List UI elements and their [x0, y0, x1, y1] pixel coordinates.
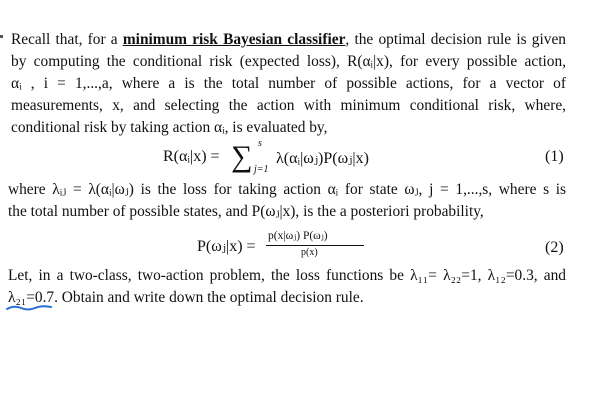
text-line-8: Let, in a two-class, two-action problem, the loss functions be λ₁₁= λ₂₂=1, λ₁₂=0.3, and: [8, 267, 566, 284]
fraction-bar: [266, 245, 364, 246]
text-line-3: αᵢ , i = 1,...,a, where a is the total number of possible actions, for a vector of: [11, 75, 566, 92]
fraction-denominator: p(x): [301, 247, 318, 258]
text-line-7: the total number of possible states, and P(ωⱼ|x), is the a posteriori probability,: [8, 203, 484, 220]
text-line-4: measurements, x, and selecting the action with minimum conditional risk, where,: [11, 97, 566, 114]
equation-2-lhs: P(ωⱼ|x) =: [197, 238, 256, 255]
text-line-9: λ₂₁=0.7. Obtain and write down the optimal decision rule.: [8, 289, 364, 306]
equation-number-1: (1): [545, 148, 564, 165]
sum-lower-limit: j=1: [254, 164, 269, 175]
spellcheck-squiggle: [6, 304, 52, 312]
fraction-numerator: p(x|ωⱼ) P(ωⱼ): [268, 230, 328, 242]
bullet-marker: [0, 35, 3, 38]
summation-symbol: ∑: [231, 140, 253, 173]
text-line-2: by computing the conditional risk (expected loss), R(αᵢ|x), for every possible action,: [11, 53, 566, 70]
equation-1-rhs: λ(αᵢ|ωⱼ)P(ωⱼ|x): [276, 150, 369, 167]
key-term: minimum risk Bayesian classifier: [122, 31, 346, 48]
text-line-1: Recall that, for a minimum risk Bayesian classifier, the optimal decision rule is given: [11, 31, 567, 48]
text-line-6: where λᵢⱼ = λ(αᵢ|ωⱼ) is the loss for taking action αᵢ for state ωⱼ, j = 1,...,s, where s is: [8, 181, 566, 198]
equation-1-lhs: R(αᵢ|x) =: [163, 148, 220, 165]
equation-number-2: (2): [545, 239, 564, 256]
sum-upper-limit: s: [258, 138, 262, 149]
text-line-5: conditional risk by taking action αᵢ, is evaluated by,: [11, 119, 328, 136]
